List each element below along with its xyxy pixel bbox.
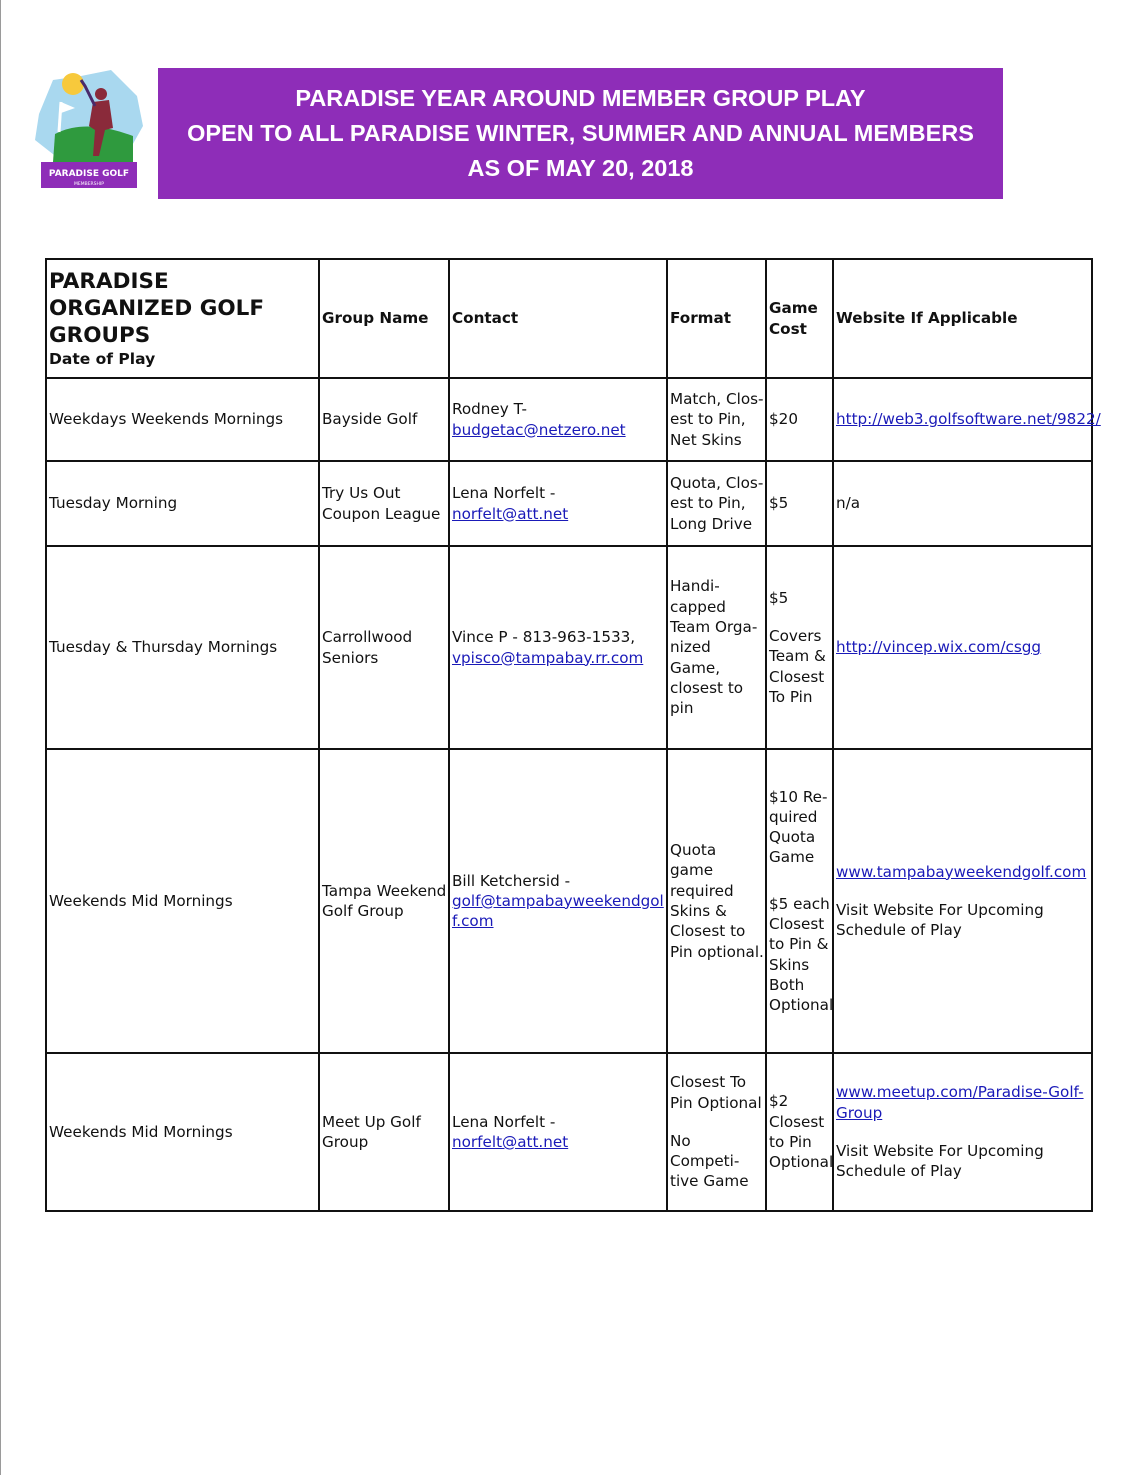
game-cost-required: $10 Re-quired Quota Game <box>769 787 828 867</box>
contact-cell <box>449 749 667 1053</box>
game-cost-amount: $5 <box>769 588 789 607</box>
website-link[interactable]: www.meetup.com/Paradise-Golf-Group <box>836 1083 1084 1122</box>
format-cell: Quota game required Skins & Closest to Pin optional. <box>667 749 766 1053</box>
contact-email-link[interactable]: norfelt@att.net <box>452 1133 569 1151</box>
game-cost-optional: $5 each Closest to Pin & Skins Both Optional <box>769 894 834 1015</box>
website-cell <box>833 749 1092 1053</box>
header-date-of-play <box>46 259 319 378</box>
format-cell: Match, Clos-est to Pin, Net Skins <box>667 378 766 461</box>
format-optional: Closest To Pin Optional <box>670 1073 762 1112</box>
header-contact: Contact <box>449 259 667 378</box>
contact-cell <box>449 461 667 546</box>
contact-name: Lena Norfelt - <box>452 1112 556 1131</box>
date-of-play-cell: Weekdays Weekends Mornings <box>46 378 319 461</box>
date-of-play-cell: Tuesday & Thursday Mornings <box>46 546 319 749</box>
contact-cell <box>449 1053 667 1211</box>
website-cell <box>833 378 1101 461</box>
website-cell <box>833 1053 1092 1211</box>
banner-date-line: AS OF MAY 20, 2018 <box>467 155 694 181</box>
contact-email-link[interactable]: vpisco@tampabay.rr.com <box>452 648 644 667</box>
format-cell <box>667 1053 766 1211</box>
contact-email-link[interactable]: golf@tampabayweekendgolf.com <box>452 891 664 931</box>
game-cost-cell: $5 <box>766 461 833 546</box>
svg-text:PARADISE GOLF: PARADISE GOLF <box>48 169 130 179</box>
title-banner <box>158 68 1003 199</box>
table-header-row <box>46 259 1092 378</box>
contact-name: Bill Ketchersid - <box>452 871 571 890</box>
date-of-play-cell: Tuesday Morning <box>46 461 319 546</box>
header-game-cost: Game Cost <box>766 259 833 378</box>
golfer-logo-icon <box>33 66 145 192</box>
contact-name: Vince P - 813-963-1533, <box>452 628 636 647</box>
format-cell: Handi-capped Team Orga-nized Game, closest to pin <box>667 546 766 749</box>
contact-name: Lena Norfelt - <box>452 484 556 503</box>
table-row <box>46 546 1092 749</box>
header-organized-groups: PARADISE ORGANIZED GOLF GROUPS <box>49 268 265 348</box>
website-note: Visit Website For Upcoming Schedule of Play <box>836 1142 1044 1181</box>
table-row <box>46 749 1092 1053</box>
contact-cell <box>449 546 667 749</box>
website-link[interactable]: www.tampabayweekendgolf.com <box>836 862 1087 881</box>
golf-groups-table <box>45 258 1101 1212</box>
contact-email-link[interactable]: budgetac@netzero.net <box>452 420 626 439</box>
date-of-play-cell: Weekends Mid Mornings <box>46 1053 319 1211</box>
header-format: Format <box>667 259 766 378</box>
website-link[interactable]: http://vincep.wix.com/csgg <box>836 638 1042 657</box>
game-cost-cell <box>766 546 833 749</box>
game-cost-cell: $20 <box>766 378 833 461</box>
table-row <box>46 461 1092 546</box>
group-name-cell: Carrollwood Seniors <box>319 546 449 749</box>
table-row <box>46 378 1092 461</box>
game-cost-cell: $2 Closest to Pin Optional <box>766 1053 833 1211</box>
banner-subtitle-line: OPEN TO ALL PARADISE WINTER, SUMMER AND ANNUAL MEMBERS <box>187 120 974 146</box>
table-row <box>46 1053 1092 1211</box>
group-name-cell: Tampa Weekend Golf Group <box>319 749 449 1053</box>
format-non-competitive: No Competi-tive Game <box>670 1131 749 1191</box>
group-name-cell: Bayside Golf <box>319 378 449 461</box>
group-name-cell: Try Us Out Coupon League <box>319 461 449 546</box>
contact-email-link[interactable]: norfelt@att.net <box>452 504 569 523</box>
contact-name: Rodney T- <box>452 400 527 419</box>
website-note: Visit Website For Upcoming Schedule of Play <box>836 900 1044 940</box>
svg-text:MEMBERSHIP: MEMBERSHIP <box>74 182 104 187</box>
group-name-cell: Meet Up Golf Group <box>319 1053 449 1211</box>
game-cost-note: Covers Team & Closest To Pin <box>769 627 826 706</box>
website-cell <box>833 546 1092 749</box>
header-website: Website If Applicable <box>833 259 1092 378</box>
header-group-name: Group Name <box>319 259 449 378</box>
paradise-golf-logo <box>33 66 145 192</box>
website-cell: n/a <box>833 461 1092 546</box>
header-date-of-play-label: Date of Play <box>49 349 156 368</box>
format-cell: Quota, Clos-est to Pin, Long Drive <box>667 461 766 546</box>
date-of-play-cell: Weekends Mid Mornings <box>46 749 319 1053</box>
website-link[interactable]: http://web3.golfsoftware.net/9822/ <box>836 410 1101 429</box>
contact-cell <box>449 378 667 461</box>
banner-title-line: PARADISE YEAR AROUND MEMBER GROUP PLAY <box>295 85 866 111</box>
game-cost-cell <box>766 749 833 1053</box>
